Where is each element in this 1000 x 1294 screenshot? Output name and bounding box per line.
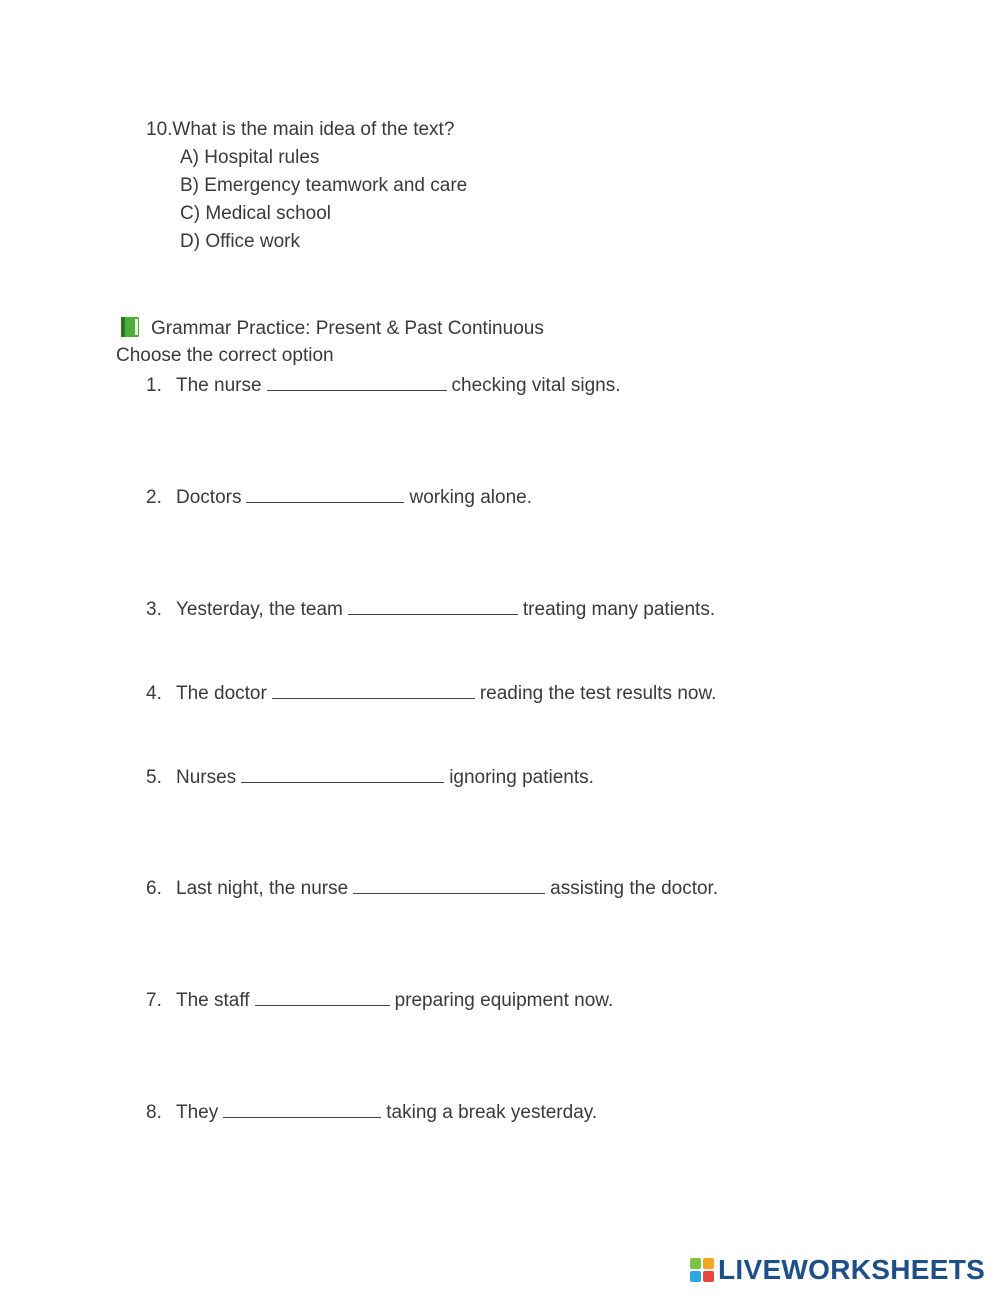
item-text-after: ignoring patients. [449,767,594,788]
item-text-after: working alone. [409,487,532,508]
grammar-item-5 [146,764,594,790]
item-text-after: assisting the doctor. [550,878,719,899]
item-text-before: The staff [176,990,250,1011]
answer-blank-4[interactable] [272,680,475,699]
grammar-title: Grammar Practice: Present & Past Continuous [151,318,544,339]
option-d[interactable]: D) Office work [180,231,301,252]
answer-blank-2[interactable] [246,484,404,503]
item-number: 7. [146,990,162,1011]
answer-blank-3[interactable] [348,596,518,615]
item-number: 5. [146,767,162,788]
grammar-item-3 [146,596,715,622]
item-text-before: They [176,1102,219,1123]
logo-text: LIVEWORKSHEETS [718,1254,986,1285]
liveworksheets-logo[interactable] [690,1254,985,1286]
question-text: What is the main idea of the text? [172,119,455,140]
item-text-before: The doctor [176,683,267,704]
option-b[interactable]: B) Emergency teamwork and care [180,175,468,196]
item-text-after: treating many patients. [522,599,716,620]
item-number: 1. [146,375,162,396]
grammar-item-6 [146,875,718,901]
item-text-before: Last night, the nurse [176,878,349,899]
item-text-after: reading the test results now. [479,683,717,704]
answer-blank-8[interactable] [223,1099,381,1118]
item-text-before: Doctors [176,487,242,508]
grammar-item-4 [146,680,716,706]
item-text-before: The nurse [176,375,262,396]
grammar-item-7 [146,987,613,1013]
grammar-heading [120,316,544,341]
item-number: 2. [146,487,162,508]
item-text-after: checking vital signs. [451,375,621,396]
item-number: 6. [146,878,162,899]
liveworksheets-logo-icon [690,1258,714,1282]
item-number: 3. [146,599,162,620]
green-book-icon [120,316,140,338]
answer-blank-6[interactable] [353,875,545,894]
answer-blank-1[interactable] [267,372,447,391]
item-text-before: Nurses [176,767,237,788]
grammar-item-8 [146,1099,597,1125]
option-c[interactable]: C) Medical school [180,203,331,224]
item-number: 8. [146,1102,162,1123]
item-text-after: preparing equipment now. [394,990,614,1011]
item-text-before: Yesterday, the team [176,599,343,620]
grammar-item-1 [146,372,621,398]
question-number: 10. [146,119,173,140]
item-number: 4. [146,683,162,704]
item-text-after: taking a break yesterday. [386,1102,598,1123]
option-a[interactable]: A) Hospital rules [180,147,320,168]
question-10 [146,118,454,142]
answer-blank-5[interactable] [241,764,444,783]
answer-blank-7[interactable] [255,987,390,1006]
grammar-instruction: Choose the correct option [116,345,334,366]
grammar-item-2 [146,484,532,510]
